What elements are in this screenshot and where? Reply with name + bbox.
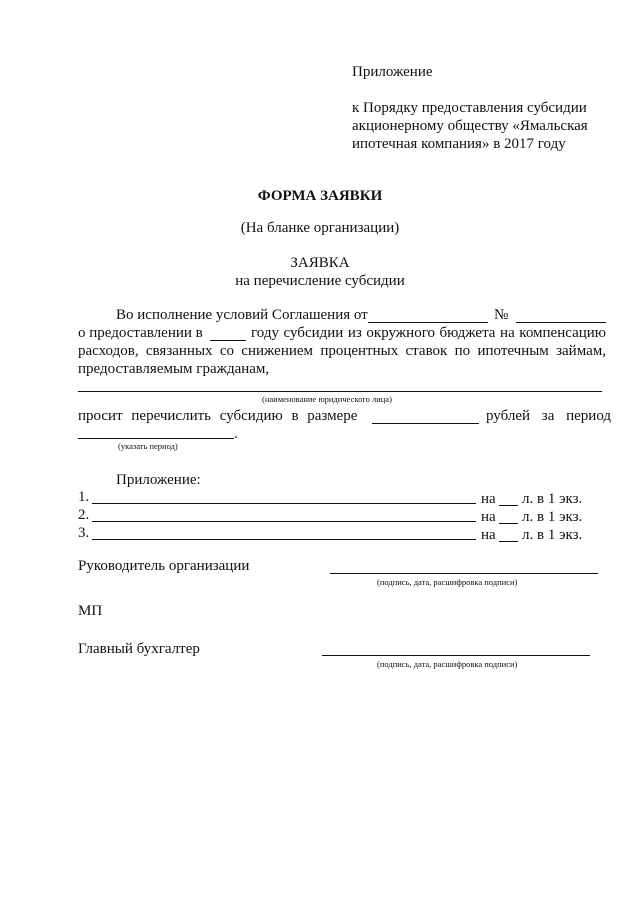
agreement-number-blank	[516, 322, 606, 323]
attachments-title: Приложение:	[116, 472, 201, 488]
agreement-date-blank	[368, 322, 488, 323]
application-subtitle: на перечисление субсидии	[235, 273, 405, 289]
period-blank	[78, 438, 234, 439]
attachment-3-on: на	[481, 527, 496, 543]
seal-label: МП	[78, 603, 103, 619]
chief-accountant-label: Главный бухгалтер	[78, 641, 200, 657]
entity-name-blank	[78, 391, 602, 392]
year-blank	[210, 340, 246, 341]
head-signature-note: (подпись, дата, расшифровка подписи)	[377, 577, 518, 587]
amount-blank	[372, 423, 479, 424]
accountant-signature-line	[322, 655, 590, 656]
attachment-2-on: на	[481, 509, 496, 525]
letterhead-note: (На бланке организации)	[240, 220, 400, 236]
paragraph-line-3: расходов, связанных со снижением процентных ставок по ипотечным займам,	[78, 343, 606, 359]
attachment-2-pages-blank	[499, 523, 518, 524]
attachment-2-copies: л. в 1 экз.	[522, 509, 583, 525]
attachment-3-blank	[92, 539, 476, 540]
accountant-signature-note: (подпись, дата, расшифровка подписи)	[377, 659, 518, 669]
appendix-line-3: ипотечная компания» в 2017 году	[352, 136, 566, 152]
application-title: ЗАЯВКА	[290, 255, 350, 271]
period-note: (указать период)	[118, 441, 178, 451]
attachment-2-number: 2.	[78, 507, 90, 523]
attachment-3-copies: л. в 1 экз.	[522, 527, 583, 543]
period-text: рублей за период	[486, 408, 612, 424]
agreement-number-sign: №	[494, 307, 509, 323]
attachment-1-number: 1.	[78, 489, 90, 505]
head-signature-line	[330, 573, 598, 574]
form-title: ФОРМА ЗАЯВКИ	[257, 188, 383, 204]
request-text: просит перечислить субсидию в размере	[78, 408, 358, 424]
entity-name-note: (наименование юридического лица)	[262, 394, 392, 404]
paragraph-line-1: Во исполнение условий Соглашения от	[116, 307, 368, 323]
paragraph-line-2-end: году субсидии из окружного бюджета на компенсацию	[251, 325, 606, 341]
attachment-3-pages-blank	[499, 541, 518, 542]
head-of-organization-label: Руководитель организации	[78, 558, 250, 574]
attachment-3-number: 3.	[78, 525, 90, 541]
attachment-1-pages-blank	[499, 505, 518, 506]
attachment-1-blank	[92, 503, 476, 504]
appendix-title: Приложение	[352, 64, 433, 80]
appendix-line-2: акционерному обществу «Ямальская	[352, 118, 588, 134]
attachment-1-on: на	[481, 491, 496, 507]
paragraph-line-4: предоставляемым гражданам,	[78, 361, 270, 377]
paragraph-line-2-start: о предоставлении в	[78, 325, 203, 341]
attachment-1-copies: л. в 1 экз.	[522, 491, 583, 507]
attachment-2-blank	[92, 521, 476, 522]
period-end-dot: .	[234, 426, 238, 442]
appendix-line-1: к Порядку предоставления субсидии	[352, 100, 587, 116]
